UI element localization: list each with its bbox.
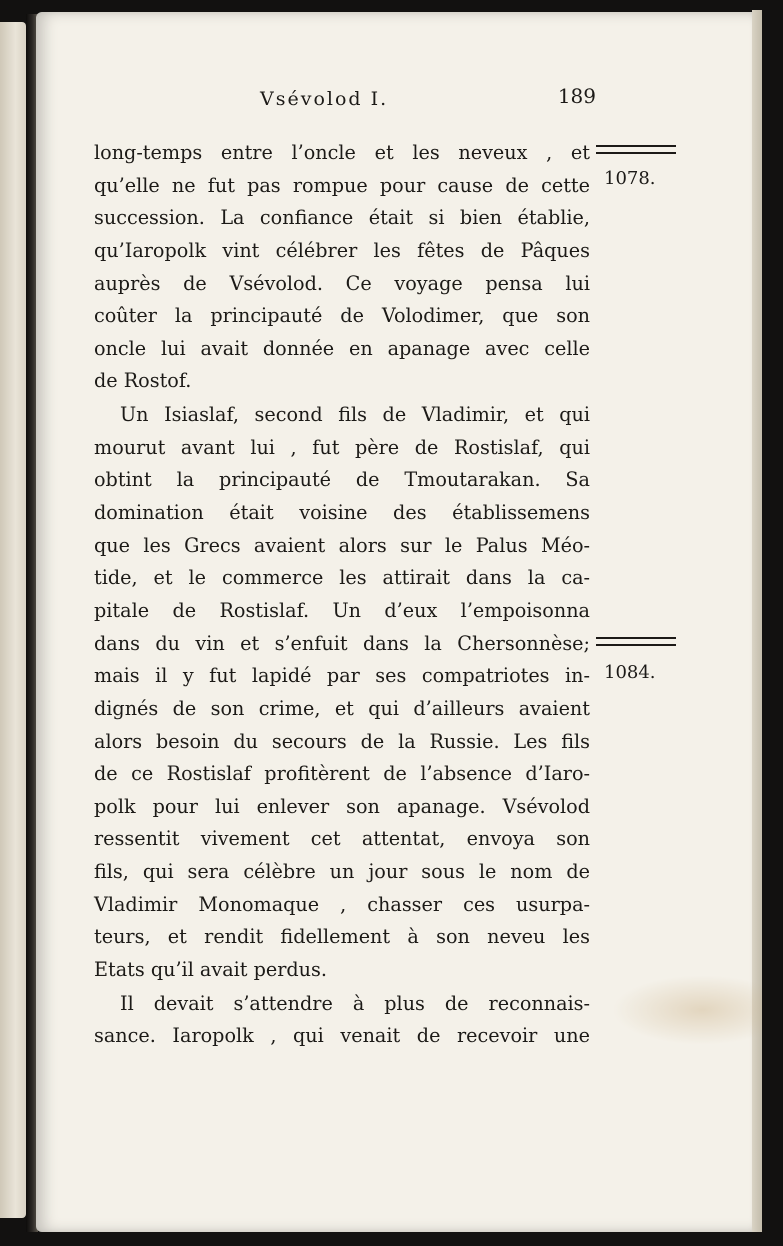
text-line: mourut avant lui , fut père de Rostislaf, qui bbox=[94, 435, 590, 459]
text-line: oncle lui avait donnée en apanage avec celle bbox=[94, 336, 590, 360]
text-line: mais il y fut lapidé par ses compatriotes in- bbox=[94, 664, 590, 688]
text-line: Il devait s’attendre à plus de reconnais- bbox=[120, 991, 590, 1015]
text-line: Etats qu’il avait perdus. bbox=[94, 958, 327, 982]
margin-rule bbox=[596, 637, 676, 646]
text-line: domination était voisine des établissemens bbox=[94, 501, 590, 525]
text-line: tide, et le commerce les attirait dans la ca- bbox=[94, 566, 590, 590]
text-line: Un Isiaslaf, second fils de Vladimir, et qui bbox=[120, 403, 590, 427]
text-body bbox=[94, 137, 590, 1053]
text-line: ressentit vivement cet attentat, envoya son bbox=[94, 827, 590, 851]
text-line: fils, qui sera célèbre un jour sous le nom de bbox=[94, 860, 590, 884]
page-header bbox=[60, 84, 600, 118]
text-line: long-temps entre l’oncle et les neveux , et bbox=[94, 141, 590, 164]
text-line: sance. Iaropolk , qui venait de recevoir une bbox=[94, 1024, 590, 1048]
page-number: 189 bbox=[557, 84, 596, 108]
text-line: de ce Rostislaf profitèrent de l’absence d’Iaro- bbox=[94, 762, 590, 786]
text-line: de Rostof. bbox=[94, 369, 192, 393]
text-line: Vladimir Monomaque , chasser ces usurpa- bbox=[94, 892, 590, 916]
text-line: alors besoin du secours de la Russie. Les fils bbox=[94, 729, 590, 753]
text-line: dignés de son crime, et qui d’ailleurs avaient bbox=[94, 696, 590, 720]
text-line: coûter la principauté de Volodimer, que son bbox=[94, 304, 590, 328]
text-line: succession. La confiance était si bien établie, bbox=[94, 206, 590, 230]
page-edge bbox=[752, 10, 762, 1232]
text-line: auprès de Vsévolod. Ce voyage pensa lui bbox=[94, 271, 590, 295]
text-line: teurs, et rendit fidellement à son neveu les bbox=[94, 925, 590, 949]
margin-year-note: 1078. bbox=[604, 168, 656, 189]
text-line: pitale de Rostislaf. Un d’eux l’empoisonna bbox=[94, 598, 590, 622]
paper-stain bbox=[612, 975, 762, 1045]
facing-page-edge bbox=[0, 22, 26, 1218]
margin-rule bbox=[596, 145, 676, 154]
text-line: obtint la principauté de Tmoutarakan. Sa bbox=[94, 468, 590, 492]
text-line: que les Grecs avaient alors sur le Palus Méo- bbox=[94, 533, 590, 557]
text-line: polk pour lui enlever son apanage. Vsévolod bbox=[94, 794, 590, 818]
margin-year-note: 1084. bbox=[604, 662, 656, 683]
text-line: qu’elle ne fut pas rompue pour cause de cette bbox=[94, 173, 590, 197]
text-line: qu’Iaropolk vint célébrer les fêtes de Pâques bbox=[94, 238, 590, 262]
running-title: Vsévolod I. bbox=[260, 88, 389, 110]
text-line: dans du vin et s’enfuit dans la Chersonnèse; bbox=[94, 631, 590, 655]
